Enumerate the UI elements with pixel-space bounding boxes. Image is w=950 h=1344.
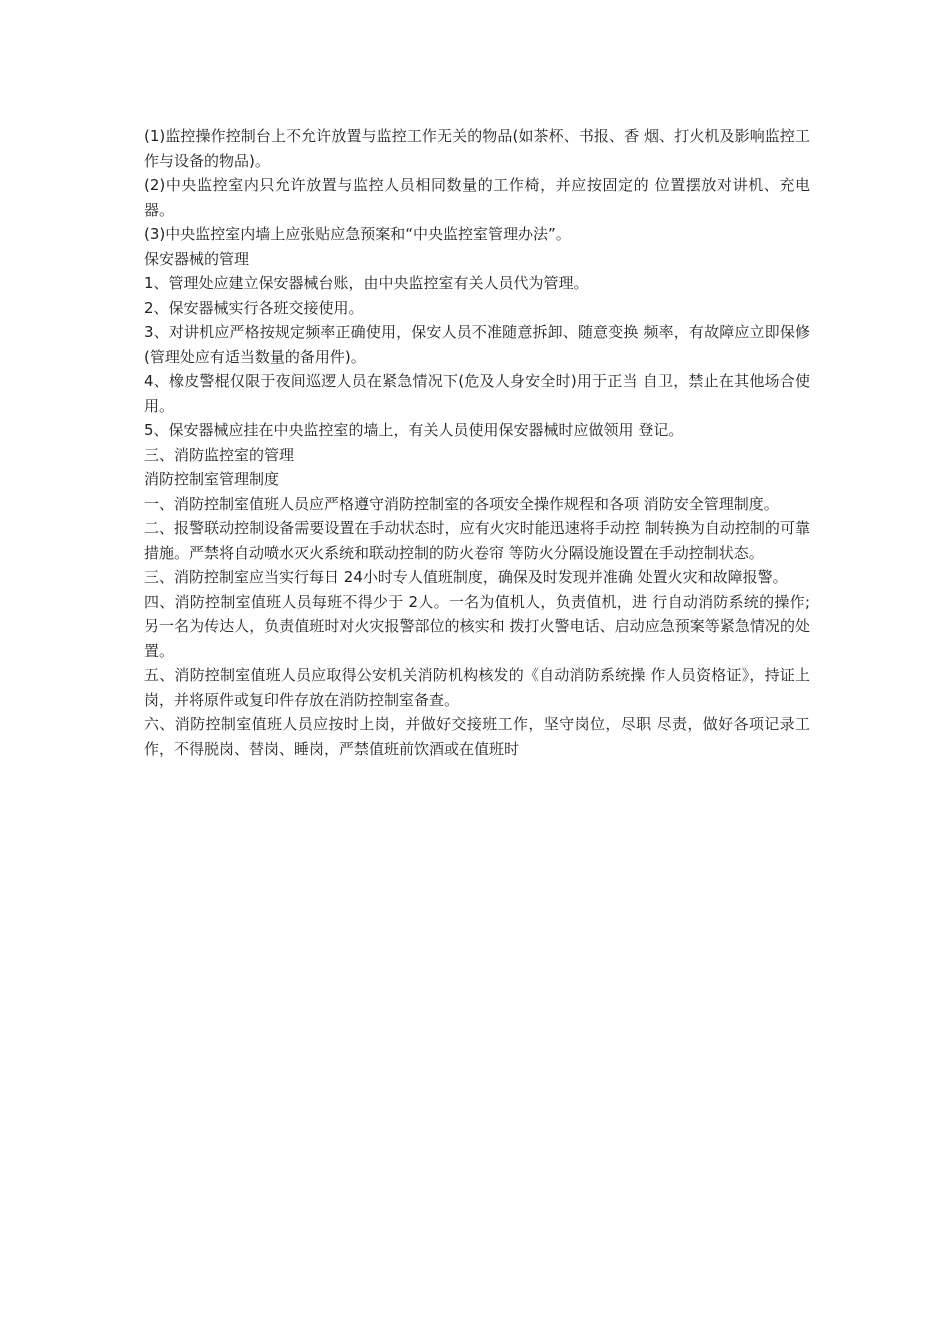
- paragraph-17: 六、消防控制室值班人员应按时上岗，并做好交接班工作，坚守岗位，尽职 尽责，做好各项记录工作，不得脱岗、替岗、睡岗，严禁值班前饮酒或在值班时: [144, 715, 810, 758]
- paragraph-15: 四、消防控制室值班人员每班不得少于 2人。一名为值机人，负责值机，进 行自动消防系统的操作;另一名为传达人，负责值班时对火灾报警部位的核实和 拨打火警电话、启动应急预案等紧急情况的处置。: [144, 592, 810, 660]
- paragraph-12: 一、消防控制室值班人员应严格遵守消防控制室的各项安全操作规程和各项 消防安全管理制度。: [144, 494, 779, 513]
- section-heading-fire-monitoring: 三、消防监控室的管理: [144, 445, 295, 464]
- paragraph-1: (1)监控操作控制台上不允许放置与监控工作无关的物品(如茶杯、书报、香 烟、打火机及影响监控工作与设备的物品)。: [144, 127, 810, 170]
- paragraph-8: 4、橡皮警棍仅限于夜间巡逻人员在紧急情况下(危及人身安全时)用于正当 自卫，禁止在其他场合使用。: [144, 372, 810, 415]
- section-heading-fire-control-rules: 消防控制室管理制度: [144, 470, 280, 488]
- paragraph-14: 三、消防控制室应当实行每日 24小时专人值班制度，确保及时发现并准确 处置火灾和故障报警。: [144, 568, 788, 586]
- paragraph-16: 五、消防控制室值班人员应取得公安机关消防机构核发的《自动消防系统操 作人员资格证》，持证上岗，并将原件或复印件存放在消防控制室备查。: [144, 666, 810, 709]
- paragraph-7: 3、对讲机应严格按规定频率正确使用，保安人员不准随意拆卸、随意变换 频率，有故障应立即保修(管理处应有适当数量的备用件)。: [144, 323, 810, 366]
- paragraph-3: (3)中央监控室内墙上应张贴应急预案和“中央监控室管理办法”。: [144, 225, 571, 243]
- section-heading-security-equipment: 保安器械的管理: [144, 249, 250, 268]
- paragraph-6: 2、保安器械实行各班交接使用。: [144, 298, 364, 317]
- paragraph-9: 5、保安器械应挂在中央监控室的墙上，有关人员使用保安器械时应做领用 登记。: [144, 421, 684, 439]
- paragraph-5: 1、管理处应建立保安器械台账，由中央监控室有关人员代为管理。: [144, 274, 589, 292]
- paragraph-13: 二、报警联动控制设备需要设置在手动状态时，应有火灾时能迅速将手动控 制转换为自动控制的可靠措施。严禁将自动喷水灭火系统和联动控制的防火卷帘 等防火分隔设施设置在手动控制状态。: [144, 519, 810, 562]
- paragraph-2: (2)中央监控室内只允许放置与监控人员相同数量的工作椅，并应按固定的 位置摆放对讲机、充电器。: [144, 176, 810, 219]
- document-body: [144, 124, 810, 761]
